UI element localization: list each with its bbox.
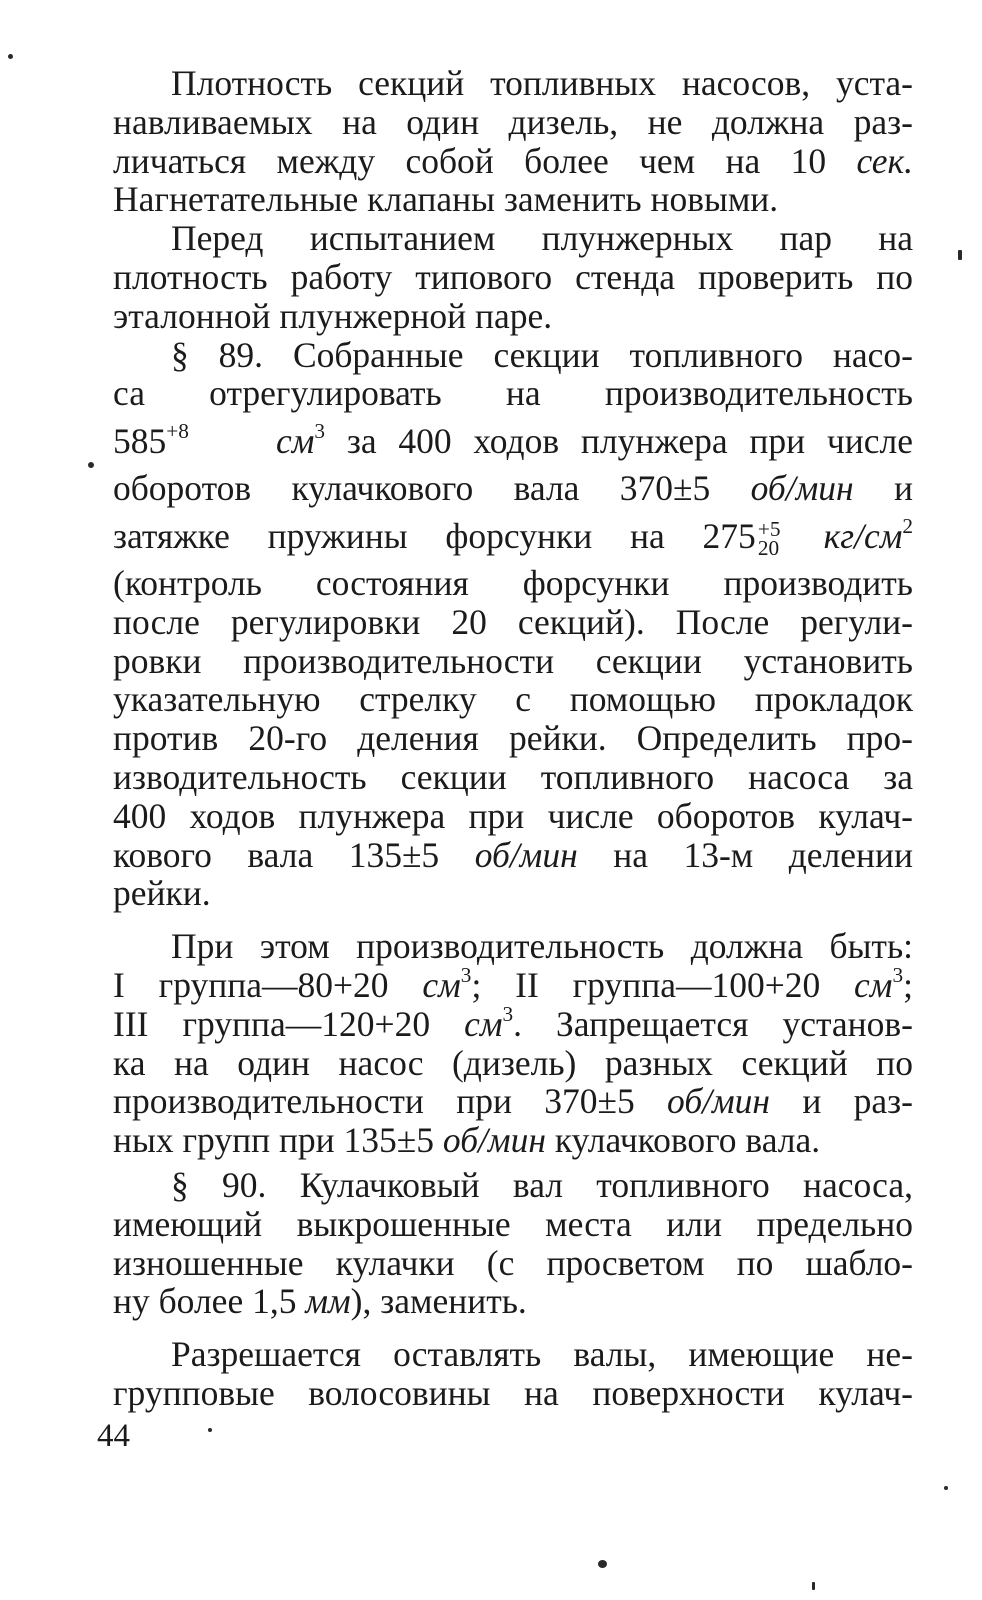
text-line: § 89. Собранные секции топливного насо- [171,334,913,375]
text-line: ровки производительности секции установить [113,640,913,681]
scan-speck [598,1560,607,1568]
text-line: против 20-го деления рейки. Определить про- [113,718,913,759]
text-line: ных групп при 135±5 об/мин кулачкового вала. [113,1120,821,1161]
scan-speck [88,462,94,468]
text-line: Разрешается оставлять валы, имеющие не- [171,1334,913,1375]
text-line: 400 ходов плунжера при числе оборотов кулач- [113,795,913,836]
text-line: изношенные кулачки (с просветом по шабло- [113,1242,913,1283]
scan-speck [208,1428,212,1432]
text-line: III группа—120+20 $см^3$. Запрещается установ- [113,1001,913,1044]
text-line: навливаемых на один дизель, не должна раз- [113,101,913,142]
text-line: эталонной плунжерной паре. [113,295,553,336]
text-line: оборотов кулачкового вала 370±5 об/мин и [113,468,914,509]
text-line: I группа—80+20 $см^3$; II группа—100+20 $см^3$; [113,963,913,1005]
text-line: после регулировки 20 секций). После регули- [113,601,913,642]
text-line: рейки. [113,873,211,914]
scan-speck [812,1582,815,1590]
text-line: имеющий выкрошенные места или предельно [113,1203,913,1244]
text-line: (контроль состояния форсунки производить [113,562,913,603]
text-line: плотность работу типового стенда проверить по [113,256,913,297]
scan-speck [958,250,962,260]
page-text [113,64,913,1413]
text-line: ка на один насос (дизель) разных секций по [113,1042,913,1083]
text-line: При этом производительность должна быть: [171,926,913,967]
text-line: Перед испытанием плунжерных пар на [171,218,913,259]
page-number: 44 [97,1418,130,1454]
text-line: § 90. Кулачковый вал топливного насоса, [171,1164,913,1205]
text-line: Плотность секций топливных насосов, уста- [171,63,913,103]
text-line: $585^{+8}$ $см^3$ за 400 ходов плунжера при числе [113,419,913,462]
scan-speck [944,1486,948,1490]
text-line: изводительность секции топливного насоса за [113,756,913,797]
text-line: са отрегулировать на производительность [113,373,913,414]
text-line: Нагнетательные клапаны заменить новыми. [113,179,779,220]
text-line: указательную стрелку с помощью прокладок [113,679,913,720]
scan-speck [8,54,13,59]
text-line: производительности при 370±5 об/мин и раз- [113,1081,914,1122]
text-line: личаться между собой более чем на 10 сек. [113,140,913,181]
tolerance: +5 20 [757,516,781,560]
text-line: групповые волосовины на поверхности кулач- [113,1372,913,1413]
text-line: затяжке пружины форсунки на 275 +5 20 $кг/см^2$ [113,514,914,560]
text-line: кового вала 135±5 об/мин на 13-м делении [113,834,914,875]
text-line: ну более 1,5 мм), заменить. [113,1281,527,1322]
